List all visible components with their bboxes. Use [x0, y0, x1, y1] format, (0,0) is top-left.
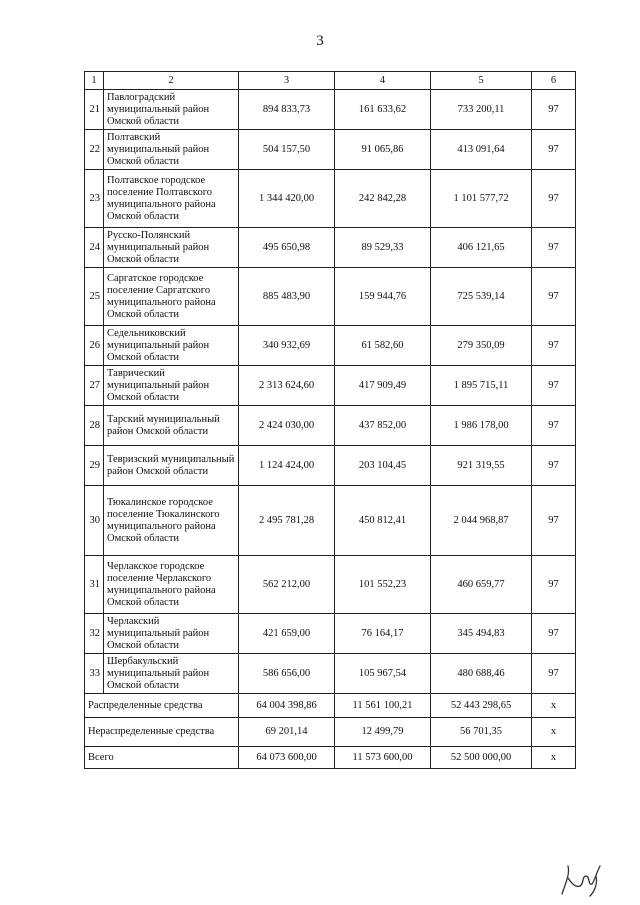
percent-col6: 97	[532, 446, 576, 486]
table-row	[85, 326, 576, 366]
summary-row	[85, 694, 576, 718]
row-number: 31	[85, 556, 104, 614]
page-number: 3	[316, 33, 324, 49]
percent-col6: 97	[532, 406, 576, 446]
amount-col4: 89 529,33	[335, 228, 431, 268]
summary-amount: 11 561 100,21	[335, 694, 431, 718]
amount-col5: 413 091,64	[431, 130, 532, 170]
percent-col6: 97	[532, 556, 576, 614]
municipality-name: Тарский муниципальный район Омской области	[104, 406, 239, 446]
municipality-name: Павлоградский муниципальный район Омской области	[104, 90, 239, 130]
amount-col3: 586 656,00	[239, 654, 335, 694]
table-row	[85, 556, 576, 614]
summary-amount: 56 701,35	[431, 718, 532, 747]
header-cell-2: 2	[104, 72, 239, 90]
amount-col3: 2 424 030,00	[239, 406, 335, 446]
row-number: 25	[85, 268, 104, 326]
amount-col4: 101 552,23	[335, 556, 431, 614]
row-number: 30	[85, 486, 104, 556]
summary-amount: 69 201,14	[239, 718, 335, 747]
table-row	[85, 406, 576, 446]
amount-col4: 161 633,62	[335, 90, 431, 130]
allocation-table	[84, 71, 576, 769]
percent-col6: 97	[532, 326, 576, 366]
table-row	[85, 90, 576, 130]
header-cell-3: 3	[239, 72, 335, 90]
amount-col5: 460 659,77	[431, 556, 532, 614]
row-number: 27	[85, 366, 104, 406]
amount-col3: 894 833,73	[239, 90, 335, 130]
table-row	[85, 486, 576, 556]
municipality-name: Шербакульский муниципальный район Омской области	[104, 654, 239, 694]
percent-col6: 97	[532, 654, 576, 694]
table-row	[85, 614, 576, 654]
row-number: 26	[85, 326, 104, 366]
amount-col5: 921 319,55	[431, 446, 532, 486]
summary-amount: 64 073 600,00	[239, 747, 335, 769]
amount-col4: 417 909,49	[335, 366, 431, 406]
percent-col6: 97	[532, 130, 576, 170]
header-row	[85, 72, 576, 90]
municipality-name: Саргатское городское поселение Саргатского муниципального района Омской области	[104, 268, 239, 326]
amount-col5: 345 494,83	[431, 614, 532, 654]
table-row	[85, 366, 576, 406]
summary-row	[85, 718, 576, 747]
summary-mark: х	[532, 718, 576, 747]
table-row	[85, 268, 576, 326]
percent-col6: 97	[532, 90, 576, 130]
table-body	[85, 72, 576, 769]
percent-col6: 97	[532, 614, 576, 654]
table-row	[85, 228, 576, 268]
amount-col5: 279 350,09	[431, 326, 532, 366]
amount-col5: 733 200,11	[431, 90, 532, 130]
municipality-name: Черлакское городское поселение Черлакского муниципального района Омской области	[104, 556, 239, 614]
municipality-name: Таврический муниципальный район Омской области	[104, 366, 239, 406]
summary-label: Всего	[85, 747, 239, 769]
amount-col3: 885 483,90	[239, 268, 335, 326]
amount-col3: 2 495 781,28	[239, 486, 335, 556]
amount-col4: 450 812,41	[335, 486, 431, 556]
row-number: 23	[85, 170, 104, 228]
row-number: 21	[85, 90, 104, 130]
amount-col4: 203 104,45	[335, 446, 431, 486]
header-cell-1: 1	[85, 72, 104, 90]
amount-col4: 61 582,60	[335, 326, 431, 366]
percent-col6: 97	[532, 170, 576, 228]
summary-mark: х	[532, 694, 576, 718]
table-row	[85, 170, 576, 228]
amount-col5: 1 986 178,00	[431, 406, 532, 446]
summary-amount: 11 573 600,00	[335, 747, 431, 769]
amount-col3: 421 659,00	[239, 614, 335, 654]
summary-label: Распределенные средства	[85, 694, 239, 718]
amount-col3: 340 932,69	[239, 326, 335, 366]
summary-mark: х	[532, 747, 576, 769]
summary-amount: 52 443 298,65	[431, 694, 532, 718]
row-number: 22	[85, 130, 104, 170]
amount-col3: 562 212,00	[239, 556, 335, 614]
municipality-name: Полтавское городское поселение Полтавского муниципального района Омской области	[104, 170, 239, 228]
table-row	[85, 446, 576, 486]
summary-label: Нераспределенные средства	[85, 718, 239, 747]
row-number: 24	[85, 228, 104, 268]
municipality-name: Русско-Полянский муниципальный район Омской области	[104, 228, 239, 268]
amount-col4: 105 967,54	[335, 654, 431, 694]
amount-col4: 76 164,17	[335, 614, 431, 654]
municipality-name: Седельниковский муниципальный район Омской области	[104, 326, 239, 366]
amount-col5: 1 101 577,72	[431, 170, 532, 228]
amount-col4: 159 944,76	[335, 268, 431, 326]
row-number: 29	[85, 446, 104, 486]
municipality-name: Тюкалинское городское поселение Тюкалинского муниципального района Омской области	[104, 486, 239, 556]
municipality-name: Полтавский муниципальный район Омской области	[104, 130, 239, 170]
amount-col4: 437 852,00	[335, 406, 431, 446]
summary-amount: 64 004 398,86	[239, 694, 335, 718]
amount-col4: 91 065,86	[335, 130, 431, 170]
amount-col3: 1 124 424,00	[239, 446, 335, 486]
summary-amount: 12 499,79	[335, 718, 431, 747]
amount-col5: 480 688,46	[431, 654, 532, 694]
amount-col3: 495 650,98	[239, 228, 335, 268]
table-row	[85, 654, 576, 694]
amount-col5: 1 895 715,11	[431, 366, 532, 406]
municipality-name: Черлакский муниципальный район Омской области	[104, 614, 239, 654]
amount-col3: 1 344 420,00	[239, 170, 335, 228]
amount-col5: 2 044 968,87	[431, 486, 532, 556]
header-cell-6: 6	[532, 72, 576, 90]
percent-col6: 97	[532, 268, 576, 326]
percent-col6: 97	[532, 366, 576, 406]
amount-col3: 2 313 624,60	[239, 366, 335, 406]
summary-amount: 52 500 000,00	[431, 747, 532, 769]
row-number: 33	[85, 654, 104, 694]
amount-col5: 725 539,14	[431, 268, 532, 326]
table-row	[85, 130, 576, 170]
header-cell-4: 4	[335, 72, 431, 90]
amount-col5: 406 121,65	[431, 228, 532, 268]
municipality-name: Тевризский муниципальный район Омской области	[104, 446, 239, 486]
percent-col6: 97	[532, 228, 576, 268]
amount-col4: 242 842,28	[335, 170, 431, 228]
percent-col6: 97	[532, 486, 576, 556]
handwritten-signature	[556, 858, 606, 898]
amount-col3: 504 157,50	[239, 130, 335, 170]
header-cell-5: 5	[431, 72, 532, 90]
summary-row	[85, 747, 576, 769]
row-number: 28	[85, 406, 104, 446]
row-number: 32	[85, 614, 104, 654]
